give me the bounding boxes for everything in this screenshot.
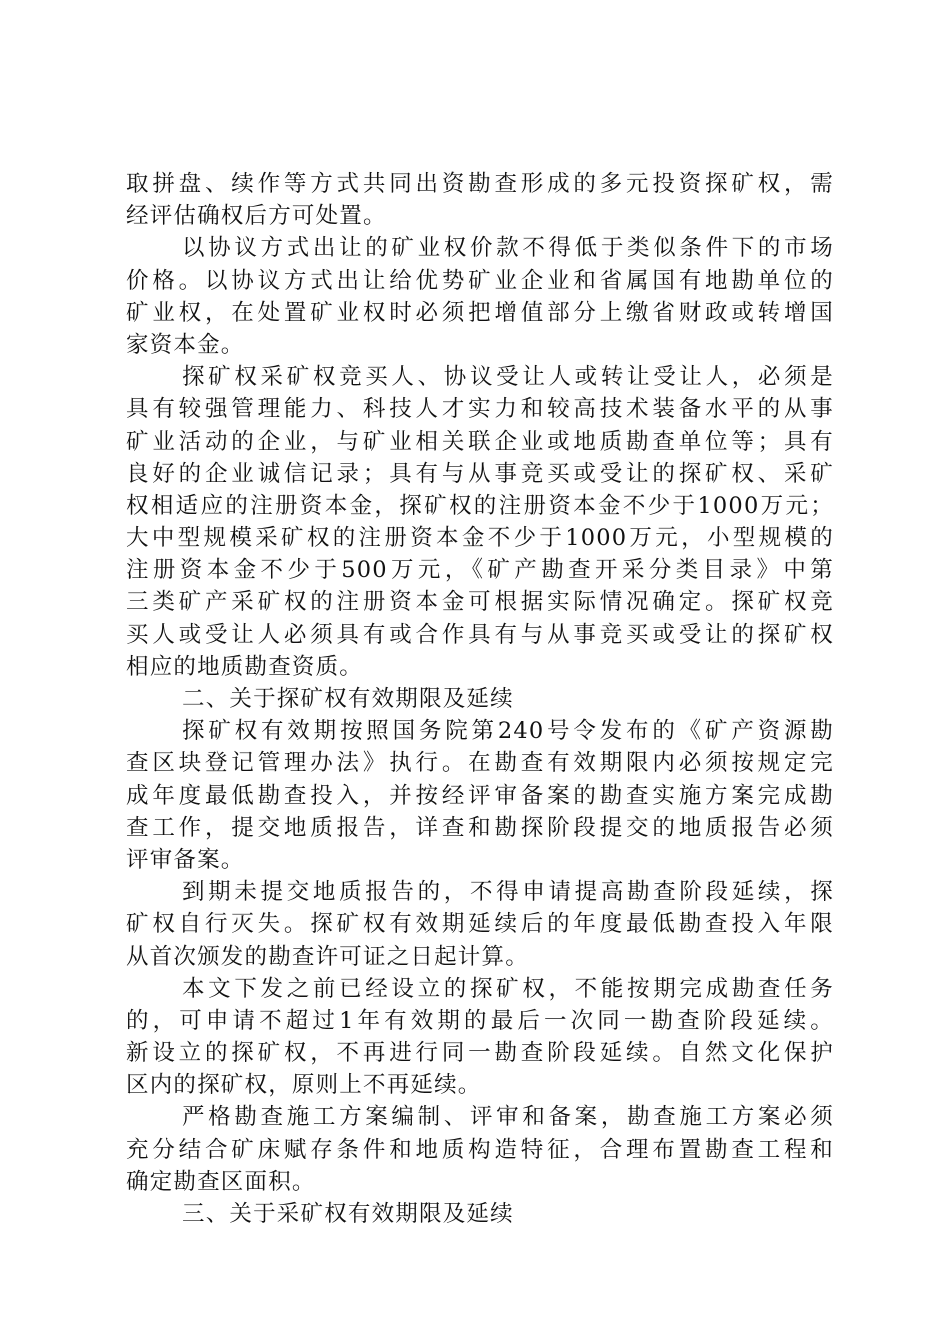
document-body [126,168,834,1230]
text-line: 查区块登记管理办法》执行。在勘查有效期限内必须按规定完 [126,750,834,777]
text-line: 查工作，提交地质报告，详查和勘探阶段提交的地质报告必须 [126,814,834,841]
paragraph-first-line: 以协议方式出让的矿业权价款不得低于类似条件下的市场 [182,235,834,262]
text-line: 评审备案。 [126,846,245,873]
section-heading: 二、关于探矿权有效期限及延续 [182,686,514,712]
paragraph-first-line: 严格勘查施工方案编制、评审和备案，勘查施工方案必须 [182,1104,834,1131]
text-line: 经评估确权后方可处置。 [126,203,387,230]
text-line: 三类矿产采矿权的注册资本金可根据实际情况确定。探矿权竞 [126,589,834,616]
text-line: 取拼盘、续作等方式共同出资勘查形成的多元投资探矿权，需 [126,171,834,197]
text-line: 注册资本金不少于500万元，《矿产勘查开采分类目录》中第 [126,557,834,584]
text-line: 具有较强管理能力、科技人才实力和较高技术装备水平的从事 [126,396,834,423]
text-line: 价格。以协议方式出让给优势矿业企业和省属国有地勘单位的 [126,267,834,294]
text-line: 矿业权，在处置矿业权时必须把增值部分上缴省财政或转增国 [126,299,834,326]
paragraph-first-line: 到期未提交地质报告的，不得申请提高勘查阶段延续，探 [182,879,834,906]
text-line: 充分结合矿床赋存条件和地质构造特征，合理布置勘查工程和 [126,1136,834,1163]
text-line: 新设立的探矿权，不再进行同一勘查阶段延续。自然文化保护 [126,1040,834,1067]
text-line: 相应的地质勘查资质。 [126,653,364,680]
text-line: 确定勘查区面积。 [126,1168,316,1195]
text-line: 家资本金。 [126,331,245,358]
text-line: 大中型规模采矿权的注册资本金不少于1000万元，小型规模的 [126,525,834,552]
text-line: 良好的企业诚信记录；具有与从事竞买或受让的探矿权、采矿 [126,460,834,487]
paragraph-first-line: 探矿权有效期按照国务院第240号令发布的《矿产资源勘 [182,718,834,745]
text-line: 权相适应的注册资本金，探矿权的注册资本金不少于1000万元； [126,492,834,519]
text-line: 矿业活动的企业，与矿业相关联企业或地质勘查单位等；具有 [126,428,834,455]
paragraph-first-line: 探矿权采矿权竞买人、协议受让人或转让受让人，必须是 [182,364,834,391]
paragraph-first-line: 本文下发之前已经设立的探矿权，不能按期完成勘查任务 [182,975,834,1002]
text-line: 的，可申请不超过1年有效期的最后一次同一勘查阶段延续。 [126,1007,834,1034]
text-line: 成年度最低勘查投入，并按经评审备案的勘查实施方案完成勘 [126,782,834,809]
text-line: 矿权自行灭失。探矿权有效期延续后的年度最低勘查投入年限 [126,911,834,938]
section-heading: 三、关于采矿权有效期限及延续 [182,1201,514,1227]
text-line: 区内的探矿权，原则上不再延续。 [126,1072,482,1099]
text-line: 从首次颁发的勘查许可证之日起计算。 [126,943,529,970]
text-line: 买人或受让人必须具有或合作具有与从事竞买或受让的探矿权 [126,621,834,648]
